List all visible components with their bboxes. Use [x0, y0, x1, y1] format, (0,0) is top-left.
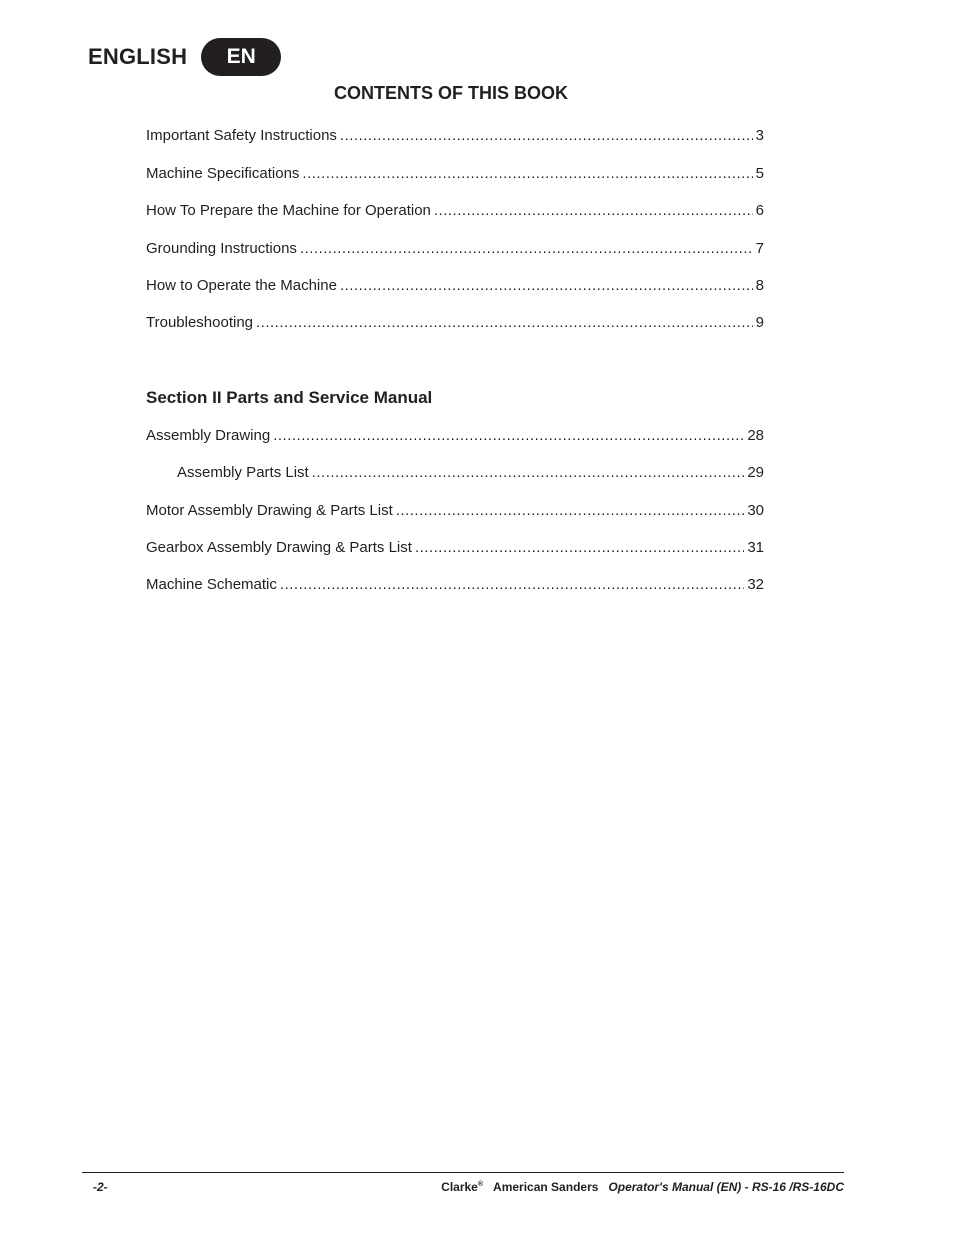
toc-entry [146, 464, 764, 484]
toc-leader-dots [396, 502, 745, 519]
toc-entry-page: 32 [747, 576, 764, 593]
toc-entry [146, 427, 764, 447]
footer-brand [441, 1180, 483, 1194]
toc-entry [146, 202, 764, 222]
footer-publication [441, 1180, 844, 1194]
section-heading: Section II Parts and Service Manual [146, 388, 433, 407]
toc-entry-title: Machine Specifications [146, 165, 300, 182]
toc-entry-page: 8 [755, 277, 764, 294]
toc-entry-page: 31 [747, 539, 764, 556]
language-header [88, 37, 281, 77]
toc-entry-page: 30 [747, 502, 764, 519]
footer-brand-name: Clarke [441, 1180, 478, 1194]
toc-leader-dots [340, 277, 753, 294]
toc-leader-dots [434, 202, 753, 219]
toc-entry-page: 6 [755, 202, 764, 219]
toc-entry [146, 539, 764, 559]
footer-page-number: -2- [93, 1180, 108, 1194]
toc-entry-title: Troubleshooting [146, 314, 254, 331]
toc-leader-dots [300, 240, 753, 257]
toc-leader-dots [302, 165, 752, 182]
toc-entry-title: Assembly Drawing [146, 427, 271, 444]
toc-entry [146, 576, 764, 596]
page-footer [93, 1180, 844, 1194]
toc-leader-dots [273, 427, 744, 444]
toc-entry [146, 277, 764, 297]
toc-entry [146, 502, 764, 522]
toc-entry-title: How To Prepare the Machine for Operation [146, 202, 431, 219]
toc-leader-dots [256, 314, 753, 331]
toc-entry-title: Motor Assembly Drawing & Parts List [146, 502, 393, 519]
toc-entry-page: 9 [755, 314, 764, 331]
contents-title: CONTENTS OF THIS BOOK [334, 83, 568, 103]
language-label: ENGLISH [88, 44, 188, 69]
toc-leader-dots [415, 539, 744, 556]
toc-entry-page: 7 [755, 240, 764, 257]
toc-entry-title: Grounding Instructions [146, 240, 297, 257]
toc-entry [146, 314, 764, 334]
toc-entry-page: 3 [755, 127, 764, 144]
toc-entry [146, 240, 764, 260]
toc-leader-dots [340, 127, 753, 144]
footer-manual-title: Operator's Manual (EN) - RS-16 /RS-16DC [608, 1180, 844, 1194]
toc-entry-page: 28 [747, 427, 764, 444]
toc-entry-title: Gearbox Assembly Drawing & Parts List [146, 539, 412, 556]
toc-leader-dots [280, 576, 744, 593]
footer-divider [82, 1172, 844, 1173]
toc-entry-title: Important Safety Instructions [146, 127, 337, 144]
toc-entry-page: 5 [755, 165, 764, 182]
toc-entry-page: 29 [747, 464, 764, 481]
footer-company: American Sanders [493, 1180, 599, 1194]
toc-entry [146, 165, 764, 185]
toc-entry-title: How to Operate the Machine [146, 277, 337, 294]
toc-entry-title: Assembly Parts List [177, 464, 309, 481]
toc-entry-title: Machine Schematic [146, 576, 277, 593]
toc-entry [146, 127, 764, 147]
registered-mark: ® [477, 1181, 484, 1188]
language-badge: EN [201, 38, 281, 76]
toc-leader-dots [312, 464, 745, 481]
